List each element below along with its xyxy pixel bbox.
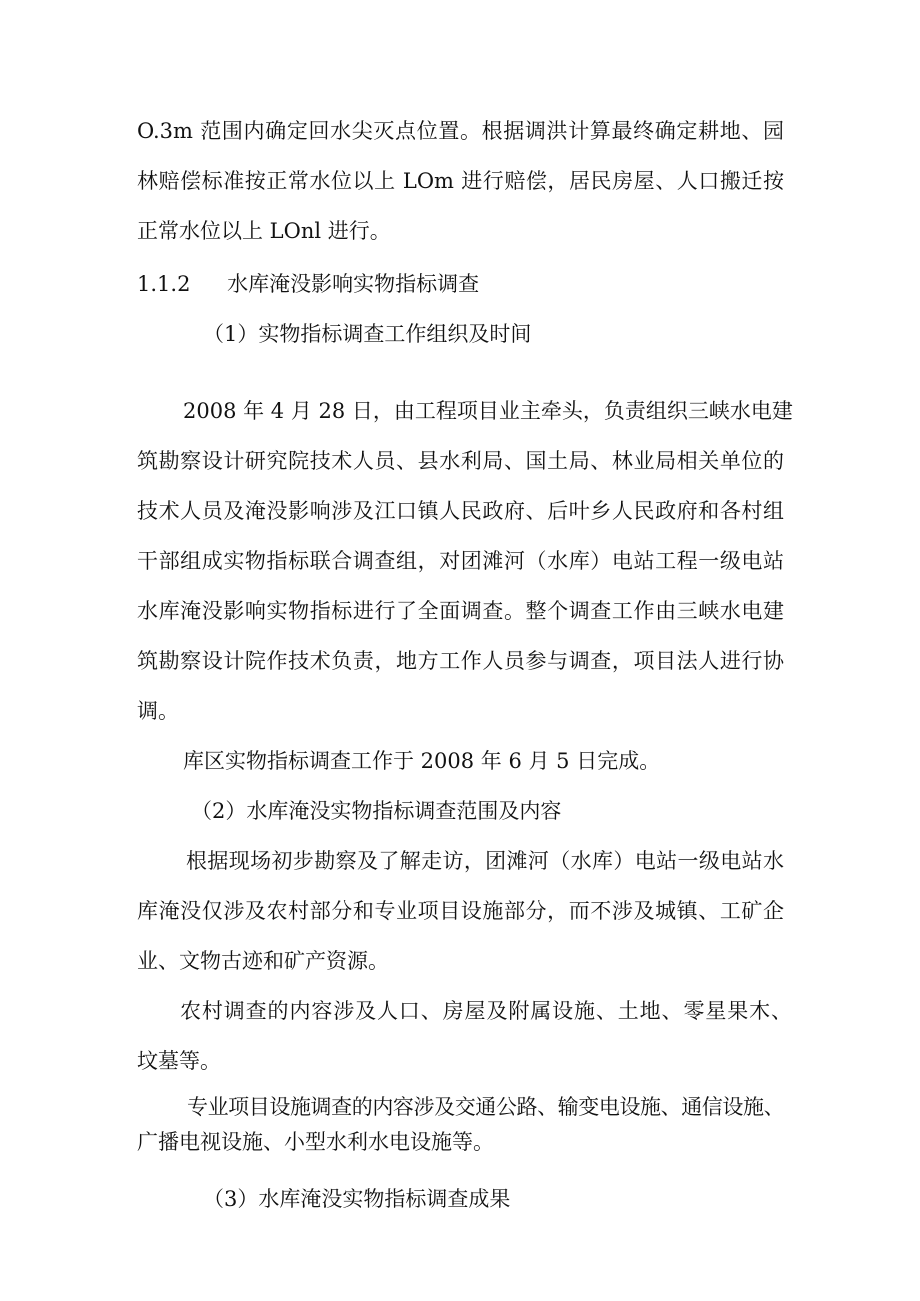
paragraph-line: 库淹没仅涉及农村部分和专业项目设施部分，而不涉及城镇、工矿企 <box>137 899 784 923</box>
paragraph-line: 技术人员及淹没影响涉及江口镇人民政府、后叶乡人民政府和各村组 <box>137 499 784 523</box>
section-number: 1.1.2 <box>137 272 191 296</box>
section-heading <box>137 270 479 298</box>
subsection-heading-3: （3）水库淹没实物指标调查成果 <box>203 1187 511 1211</box>
paragraph-line: 筑勘察设计研究院技术人员、县水利局、国土局、林业局相关单位的 <box>137 449 784 473</box>
paragraph-line: 水库淹没影响实物指标进行了全面调查。整个调查工作由三峡水电建 <box>137 599 784 623</box>
completion-statement: 库区实物指标调查工作于 2008 年 6 月 5 日完成。 <box>183 749 661 773</box>
paragraph-line: 根据现场初步勘察及了解走访，团滩河（水库）电站一级电站水 <box>186 849 784 873</box>
paragraph-line: 农村调查的内容涉及人口、房屋及附属设施、土地、零星果木、 <box>180 999 792 1023</box>
subsection-heading-1: （1）实物指标调查工作组织及时间 <box>203 322 532 346</box>
paragraph-line: 筑勘察设计院作技术负责，地方工作人员参与调查，项目法人进行协 <box>137 649 784 673</box>
paragraph-line: 坟墓等。 <box>137 1049 221 1073</box>
paragraph-line: O.3m 范围内确定回水尖灭点位置。根据调洪计算最终确定耕地、园 <box>137 119 784 143</box>
subsection-heading-2: （2）水库淹没实物指标调查范围及内容 <box>191 799 562 823</box>
paragraph-line: 广播电视设施、小型水利水电设施等。 <box>137 1130 494 1154</box>
paragraph-line: 林赔偿标准按正常水位以上 LOm 进行赔偿，居民房屋、人口搬迁按 <box>137 169 784 193</box>
paragraph-line: 业、文物古迹和矿产资源。 <box>137 949 389 973</box>
paragraph-line: 调。 <box>137 699 179 723</box>
section-title: 水库淹没影响实物指标调查 <box>227 272 480 296</box>
paragraph-line: 干部组成实物指标联合调查组，对团滩河（水库）电站工程一级电站 <box>137 549 784 573</box>
paragraph-line: 2008 年 4 月 28 日，由工程项目业主牵头，负责组织三峡水电建 <box>183 399 793 423</box>
paragraph-line: 专业项目设施调查的内容涉及交通公路、输变电设施、通信设施、 <box>187 1095 784 1119</box>
paragraph-line: 正常水位以上 LOnl 进行。 <box>137 219 391 243</box>
